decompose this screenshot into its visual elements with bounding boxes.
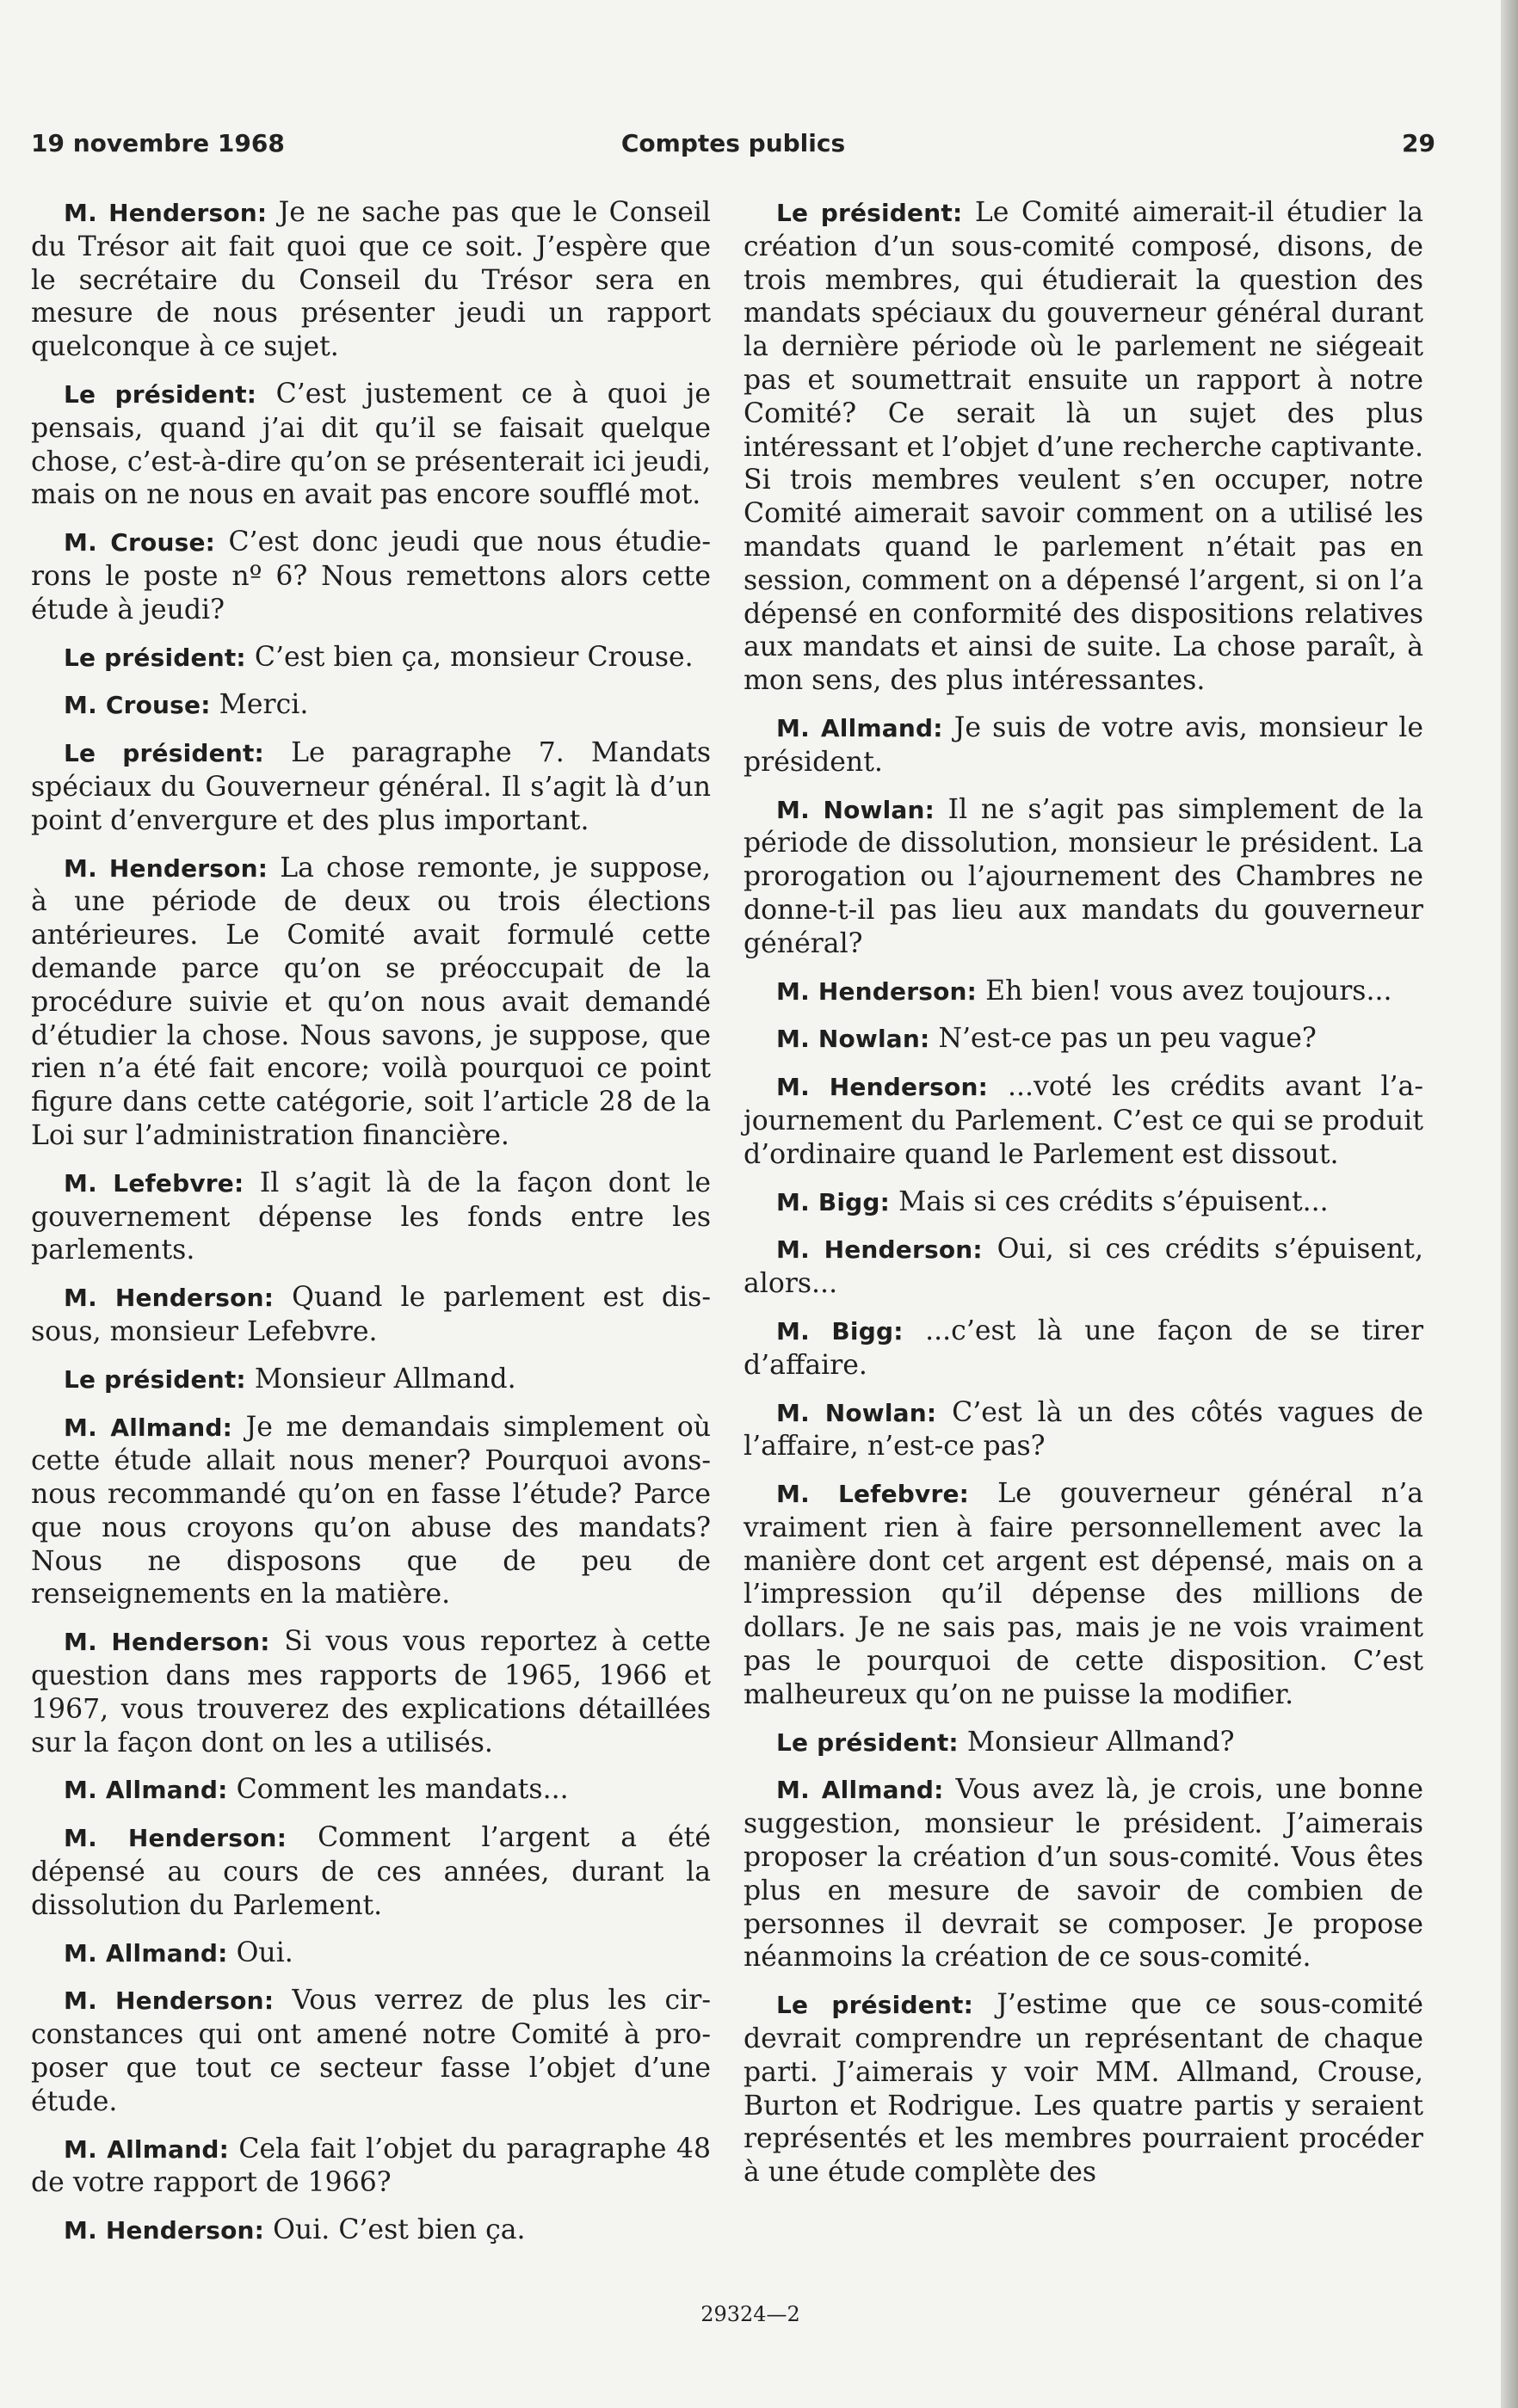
- speaker-name: Le président:: [64, 379, 257, 409]
- speaker-name: M. Allmand:: [64, 1776, 228, 1805]
- speech-text: Le paragraphe 7. Mandats spéciaux du Gouverneur général. Il s’agit là d’un point d’envergure et des plus important.: [31, 737, 711, 836]
- speech-text: Je suis de votre avis, monsieur le président.: [744, 711, 1424, 778]
- speech-paragraph: [31, 1281, 711, 1349]
- speaker-name: Le président:: [776, 1727, 959, 1757]
- speaker-name: M. Henderson:: [64, 853, 268, 883]
- page-header: [31, 129, 1435, 163]
- speech-paragraph: [31, 378, 711, 512]
- speech-text: J’estime que ce sous-comité devrait comprendre un représentant de chaque parti. J’aimerais y voir MM. Allmand, Crouse, Burton et Rodrigue. Les quatre partis y seraient représentés et les membres pourraient procéder à une étude complète des: [744, 1989, 1424, 2189]
- speech-paragraph: [31, 1625, 711, 1759]
- speech-text: Comment l’argent a été dépensé au cours de ces années, durant la dissolution du Parlement.: [31, 1822, 711, 1921]
- speech-paragraph: [744, 975, 1423, 1009]
- speech-paragraph: [31, 736, 711, 837]
- speaker-name: M. Henderson:: [64, 1284, 275, 1313]
- speaker-name: M. Nowlan:: [776, 795, 935, 824]
- speech-text: Mais si ces crédits s’épuisent...: [898, 1186, 1329, 1217]
- speech-paragraph: [744, 1070, 1423, 1171]
- speech-text: Eh bien! vous avez toujours...: [985, 975, 1392, 1007]
- speaker-name: M. Henderson:: [64, 2216, 265, 2245]
- speech-paragraph: [744, 1233, 1423, 1301]
- page-number: 29: [1402, 129, 1435, 157]
- right-column: [744, 196, 1423, 2278]
- speaker-name: Le président:: [64, 1364, 246, 1394]
- speech-text: Merci.: [219, 689, 309, 721]
- speaker-name: M. Crouse:: [64, 528, 216, 557]
- speech-text: C’est bien ça, monsieur Crouse.: [254, 641, 694, 673]
- speech-paragraph: [744, 1315, 1423, 1383]
- speech-text: Je me demandais simplement où cette étude allait nous mener? Pourquoi avons-nous recommandé qu’on en fasse l’étude? Parce que nous croyons qu’on abuse des mandats? Nous ne disposons que de peu de renseignements en la matière.: [31, 1411, 712, 1610]
- speaker-name: M. Henderson:: [776, 1235, 983, 1265]
- speech-paragraph: [31, 1363, 711, 1397]
- speech-paragraph: [31, 1167, 711, 1267]
- speaker-name: M. Lefebvre:: [776, 1480, 970, 1509]
- speech-paragraph: [744, 1396, 1423, 1464]
- speech-text: Le Comité aimerait-il étudier la création d’un sous-comité composé, disons, de trois membres, qui étudierait la question des mandats spéciaux du gouverneur général durant la dernière période où le parlement ne siégeait pas et soumettrait ensuite un rapport à notre Comité? Ce serait là un sujet des plus intéressant et l’objet d’une recherche captivante. Si trois membres veulent s’en occuper, notre Comité aimerait savoir comment on a utilisé les mandats quand le parlement n’était pas en session, comment on a dépensé l’argent, si on l’a dépensé en conformité des dispositions relatives aux mandats et ainsi de suite. La chose paraît, à mon sens, des plus intéressantes.: [744, 197, 1423, 697]
- speaker-name: M. Allmand:: [64, 2134, 229, 2164]
- speaker-name: Le président:: [64, 739, 264, 768]
- speech-paragraph: [31, 641, 711, 675]
- speaker-name: M. Lefebvre:: [64, 1168, 244, 1198]
- speech-paragraph: [31, 1773, 711, 1808]
- speaker-name: M. Allmand:: [776, 1776, 944, 1805]
- speech-text: Le gouverneur général n’a vraiment rien à faire personnellement avec la manière dont cet argent est dépensé, mais on a l’impression qu’il dépense des millions de dollars. Je ne sais pas, mais je ne vois vraiment pas le pourquoi de cette disposition. C’est malheureux qu’on ne puisse la modifier.: [744, 1478, 1423, 1710]
- speech-text: Il s’agit là de la façon dont le gouvernement dépense les fonds entre les parlements.: [31, 1167, 711, 1266]
- speaker-name: M. Henderson:: [64, 1824, 287, 1853]
- speech-paragraph: [744, 1726, 1423, 1760]
- speaker-name: M. Allmand:: [64, 1413, 233, 1442]
- page-edge-shadow: [1501, 0, 1518, 2408]
- speech-text: C’est donc jeudi que nous étudierons le poste nº 6? Nous remettons alors cette étude à jeudi?: [31, 527, 711, 625]
- speech-text: ...voté les crédits avant l’ajournement du Parlement. C’est ce qui se produit d’ordinaire quand le Parlement est dissout.: [744, 1071, 1423, 1170]
- speech-paragraph: [31, 526, 711, 626]
- speaker-name: M. Henderson:: [64, 1986, 275, 2016]
- header-date: 19 novembre 1968: [31, 129, 285, 157]
- speaker-name: M. Henderson:: [64, 1628, 270, 1657]
- speech-paragraph: [31, 2133, 711, 2201]
- speech-paragraph: [744, 1186, 1423, 1220]
- speech-paragraph: [744, 196, 1423, 698]
- speaker-name: Le président:: [776, 1991, 974, 2020]
- speaker-name: M. Bigg:: [776, 1187, 891, 1216]
- speech-text: Cela fait l’objet du paragraphe 48 de votre rapport de 1966?: [31, 2133, 712, 2199]
- speech-paragraph: [31, 1411, 711, 1612]
- speaker-name: M. Nowlan:: [776, 1025, 930, 1054]
- speech-paragraph: [744, 1773, 1423, 1974]
- speaker-name: Le président:: [64, 643, 246, 672]
- speech-text: Monsieur Allmand.: [254, 1363, 516, 1395]
- speaker-name: M. Allmand:: [64, 1938, 228, 1968]
- speech-text: Oui.: [236, 1937, 293, 1968]
- left-column: [31, 196, 711, 2278]
- speech-text: Il ne s’agit pas simplement de la période de dissolution, monsieur le président. La prorogation ou l’ajournement des Chambres ne donne-t-il pas lieu aux mandats du gouverneur général?: [744, 793, 1423, 959]
- speech-text: Oui. C’est bien ça.: [273, 2214, 526, 2246]
- speech-paragraph: [31, 196, 711, 364]
- speech-text: Oui, si ces crédits s’épuisent, alors...: [744, 1234, 1423, 1300]
- speech-paragraph: [31, 852, 711, 1153]
- speaker-name: M. Allmand:: [776, 713, 943, 742]
- speech-text: C’est là un des côtés vagues de l’affaire, n’est-ce pas?: [744, 1396, 1423, 1463]
- header-title: Comptes publics: [620, 129, 846, 157]
- printer-signature: 29324—2: [700, 2302, 800, 2326]
- speech-text: Comment les mandats...: [236, 1774, 569, 1806]
- speech-paragraph: [744, 793, 1423, 961]
- speech-text: ...c’est là une façon de se tirer d’affaire.: [744, 1315, 1424, 1381]
- speech-text: N’est-ce pas un peu vague?: [938, 1023, 1317, 1055]
- speech-text: Vous verrez de plus les circonstances qui ont amené notre Comité à proposer que tout ce secteur fasse l’objet d’une étude.: [31, 1985, 711, 2117]
- speech-paragraph: [744, 1477, 1423, 1712]
- speaker-name: M. Henderson:: [776, 976, 978, 1006]
- speech-paragraph: [31, 1984, 711, 2118]
- speech-paragraph: [744, 711, 1423, 779]
- speech-paragraph: [744, 1022, 1423, 1056]
- speaker-name: M. Nowlan:: [776, 1398, 937, 1427]
- speech-paragraph: [31, 1821, 711, 1922]
- speaker-name: Le président:: [776, 199, 963, 227]
- speech-text: Quand le parlement est dissous, monsieur Lefebvre.: [31, 1282, 711, 1347]
- speech-text: Je ne sache pas que le Conseil du Trésor ait fait quoi que ce soit. J’espère que le secrétaire du Conseil du Trésor sera en mesure de nous présenter jeudi un rapport quelconque à ce sujet.: [31, 197, 711, 363]
- speaker-name: M. Bigg:: [776, 1316, 904, 1346]
- speech-paragraph: [31, 2214, 711, 2248]
- speech-text: Monsieur Allmand?: [966, 1726, 1235, 1758]
- speech-text: Vous avez là, je crois, une bonne suggestion, monsieur le président. J’aimerais proposer la création d’un sous-comité. Vous êtes plus en mesure de savoir de combien de personnes il devrait se composer. Je propose néanmoins la création de ce sous-comité.: [744, 1774, 1423, 1974]
- speaker-name: M. Crouse:: [64, 691, 211, 720]
- speech-paragraph: [744, 1988, 1423, 2189]
- speech-text: La chose remonte, je suppose, à une période de deux ou trois élections antérieures. Le Comité avait formulé cette demande parce qu’on se préoccupait de la procédure suivie et qu’on nous avait demandé d’étudier la chose. Nous savons, je suppose, que rien n’a été fait encore; voilà pourquoi ce point figure dans cette catégorie, soit l’article 28 de la Loi sur l’administration financière.: [31, 852, 711, 1151]
- speaker-name: M. Henderson:: [776, 1073, 989, 1102]
- speaker-name: M. Henderson:: [64, 199, 268, 227]
- speech-text: C’est justement ce à quoi je pensais, quand j’ai dit qu’il se faisait quelque chose, c’est-à-dire qu’on se présenterait ici jeudi, mais on ne nous en avait pas encore soufflé mot.: [31, 378, 711, 511]
- speech-paragraph: [31, 688, 711, 723]
- speech-paragraph: [31, 1937, 711, 1971]
- speech-text: Si vous vous reportez à cette question dans mes rapports de 1965, 1966 et 1967, vous trouverez des explications détaillées sur la façon dont on les a utilisés.: [31, 1626, 711, 1758]
